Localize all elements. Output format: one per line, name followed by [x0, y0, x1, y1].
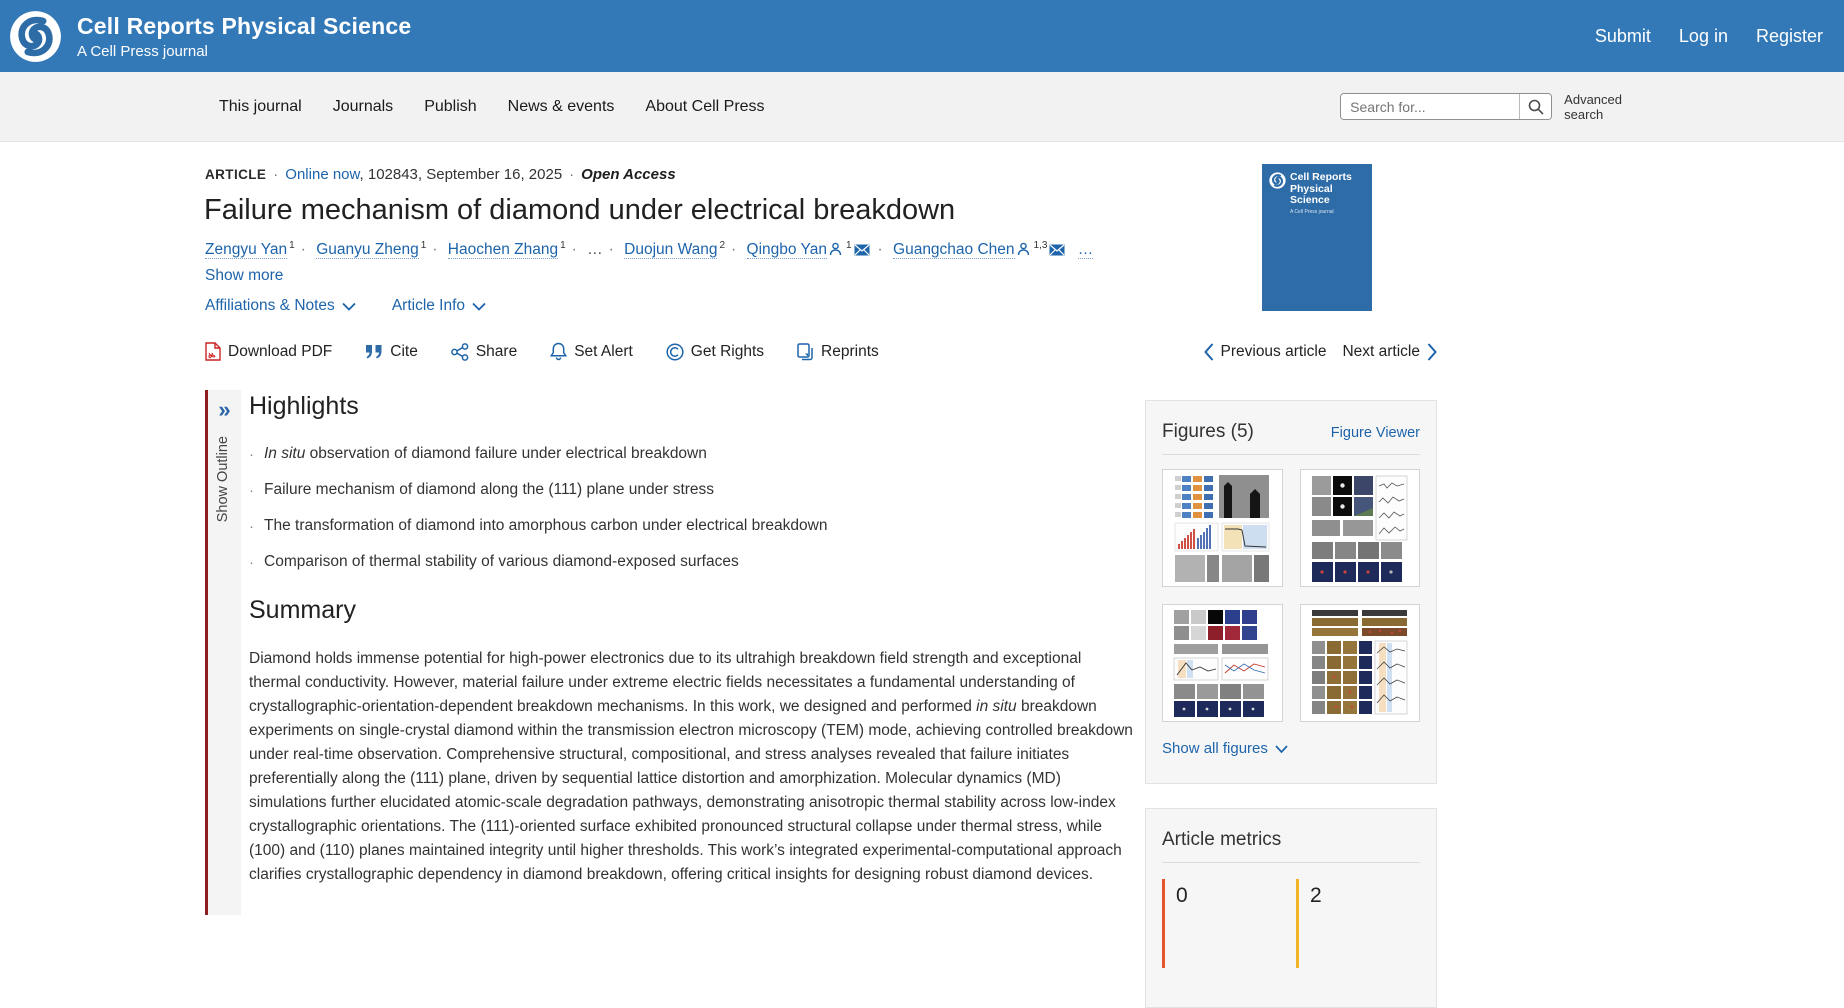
download-pdf-label[interactable]: Download PDF [228, 342, 333, 360]
separator-dot: · [300, 241, 306, 259]
metric-citations [1162, 879, 1270, 968]
separator-dot: · [877, 241, 883, 259]
author-link[interactable]: Qingbo Yan [746, 241, 827, 259]
expand-outline-icon[interactable]: » [218, 397, 231, 422]
outline-strip [205, 390, 241, 915]
nav-item-this-journal[interactable]: This journal [219, 97, 302, 115]
author-affiliation-sup: 1 [560, 240, 566, 251]
nav-item-journals[interactable]: Journals [332, 97, 394, 115]
submit-link[interactable]: Submit [1594, 25, 1651, 46]
main-nav [0, 72, 1844, 142]
highlights-list [249, 445, 1139, 572]
figures-panel [1145, 400, 1437, 784]
figure-4-preview[interactable] [1310, 607, 1410, 719]
article-toolbar [205, 342, 1437, 361]
chevron-down-icon[interactable] [342, 302, 356, 311]
separator-dot: · [273, 166, 279, 183]
share-label[interactable]: Share [475, 342, 518, 360]
show-more-link[interactable]: Show more [205, 267, 284, 284]
person-icon [1017, 242, 1030, 256]
author-affiliation-sup: 1 [289, 240, 295, 251]
highlight-text: Failure mechanism of diamond along the (111) plane under stress [264, 481, 715, 498]
author-affiliation-sup: 2 [719, 240, 726, 251]
chevron-down-icon[interactable] [1275, 745, 1288, 753]
expand-authors-ellipsis[interactable]: … [1077, 241, 1094, 259]
summary-paragraph [249, 647, 1133, 887]
get-rights-button[interactable] [666, 343, 764, 361]
author-affiliation-sup: 1 [420, 240, 427, 251]
author-affiliation-sup: 1 [845, 240, 852, 251]
bullet-dot: · [249, 446, 254, 463]
quote-icon[interactable] [365, 344, 383, 359]
author [893, 241, 1067, 258]
brand-subtitle: A Cell Press journal [77, 42, 208, 60]
highlight-item [249, 481, 1139, 500]
online-now-link[interactable]: Online now [285, 166, 360, 183]
author-link[interactable]: Guangchao Chen [893, 241, 1015, 259]
separator-dot: · [569, 166, 575, 183]
brand-title: Cell Reports Physical Science [77, 12, 412, 39]
figure-thumbnail-3[interactable] [1162, 604, 1283, 722]
figure-3-preview[interactable] [1172, 607, 1272, 719]
highlight-emphasis: In situ [264, 445, 306, 462]
metrics-row [1146, 863, 1436, 968]
article-meta [205, 166, 676, 183]
bullet-dot: · [249, 554, 254, 571]
author-affiliation-sup: 1,3 [1033, 240, 1048, 251]
show-all-figures-label[interactable]: Show all figures [1162, 740, 1268, 757]
nav-items [219, 98, 765, 116]
figure-thumbnails [1146, 455, 1436, 730]
meta-date-text: , 102843, September 16, 2025 [359, 166, 563, 183]
show-outline-label[interactable]: Show Outline [215, 436, 231, 523]
email-icon[interactable] [1049, 244, 1065, 256]
highlight-item [249, 553, 1139, 572]
share-button[interactable] [451, 343, 517, 361]
register-link[interactable]: Register [1755, 25, 1823, 46]
search-icon[interactable] [1528, 99, 1544, 115]
article-info-label[interactable]: Article Info [391, 297, 466, 314]
summary-emphasis: in situ [976, 698, 1017, 715]
show-all-figures-link[interactable] [1146, 730, 1436, 775]
cell-press-logo-icon [9, 10, 62, 63]
chevron-down-icon[interactable] [472, 302, 486, 311]
author-link[interactable]: Duojun Wang [624, 241, 718, 259]
author [624, 241, 725, 258]
reprints-icon[interactable] [797, 343, 814, 361]
search-input[interactable] [1341, 94, 1519, 119]
figure-thumbnail-1[interactable] [1162, 469, 1283, 587]
chevron-left-icon[interactable] [1204, 343, 1214, 361]
summary-text: Diamond holds immense potential for high-power electronics due to its ultrahigh breakdown field strength and exceptional thermal conductivity. However, material failure under extreme electric fields necessitates a fundamental understanding of crystallographic-orientation-dependent breakdown mechanisms. In this work, we designed and performed [249, 650, 1082, 715]
search-button[interactable] [1519, 94, 1551, 119]
nav-item-about-cell-press[interactable]: About Cell Press [645, 97, 765, 115]
cover-subtitle: A Cell Press journal [1290, 208, 1334, 215]
nav-item-publish[interactable]: Publish [424, 97, 477, 115]
article-pagination [1204, 343, 1438, 361]
figure-thumbnail-4[interactable] [1300, 604, 1421, 722]
previous-article-link[interactable] [1204, 343, 1327, 361]
author-link[interactable]: Zengyu Yan [205, 241, 288, 259]
cite-button[interactable] [365, 343, 418, 361]
metric-value: 2 [1310, 884, 1322, 907]
search-box [1340, 93, 1552, 120]
article-metrics-panel [1145, 808, 1437, 1008]
highlight-text: observation of diamond failure under electrical breakdown [305, 445, 707, 462]
article-type-label: ARTICLE [205, 167, 267, 182]
highlight-text: The transformation of diamond into amorphous carbon under electrical breakdown [264, 517, 828, 534]
author-list [205, 240, 1093, 259]
article-info-toggle[interactable] [392, 297, 486, 315]
copyright-icon[interactable] [666, 343, 684, 361]
brand-block [77, 13, 411, 60]
separator-dot: · [432, 241, 438, 259]
advanced-search-line2[interactable]: search [1564, 106, 1604, 122]
author [448, 241, 566, 258]
affiliations-notes-label[interactable]: Affiliations & Notes [205, 297, 335, 314]
cover-title-line2: Physical Science [1290, 182, 1333, 206]
highlight-item [249, 517, 1139, 536]
cover-title-line1: Cell Reports [1290, 171, 1352, 183]
reprints-label[interactable]: Reprints [821, 342, 879, 360]
search-area [1340, 92, 1622, 122]
open-access-badge: Open Access [581, 166, 676, 183]
show-more-row [205, 267, 283, 285]
advanced-search-link[interactable] [1564, 92, 1622, 122]
highlight-text: Comparison of thermal stability of various diamond-exposed surfaces [264, 553, 739, 570]
separator-dot: · [571, 241, 577, 259]
reprints-button[interactable] [797, 343, 879, 361]
figure-1-preview[interactable] [1172, 472, 1272, 584]
cite-label[interactable]: Cite [390, 342, 418, 360]
download-pdf-button[interactable] [205, 342, 332, 361]
chevron-right-icon[interactable] [1427, 343, 1437, 361]
metric-value: 0 [1176, 884, 1188, 907]
author [205, 241, 295, 258]
bullet-dot: · [249, 482, 254, 499]
advanced-search-line1[interactable]: Advanced [1564, 91, 1622, 107]
author [747, 241, 872, 258]
pdf-icon[interactable] [205, 342, 221, 361]
cell-press-logo-icon [1269, 172, 1286, 189]
summary-section [249, 596, 1133, 887]
figure-thumbnail-2[interactable] [1300, 469, 1421, 587]
summary-heading: Summary [249, 596, 356, 624]
figures-heading: Figures (5) [1162, 421, 1254, 442]
author-link[interactable]: Guanyu Zheng [316, 241, 419, 259]
article-title: Failure mechanism of diamond under electrical breakdown [204, 194, 956, 226]
set-alert-label[interactable]: Set Alert [574, 342, 633, 360]
next-article-label[interactable]: Next article [1342, 342, 1420, 360]
article-metrics-heading: Article metrics [1162, 829, 1282, 850]
metric-altmetric [1296, 879, 1404, 968]
get-rights-label[interactable]: Get Rights [690, 342, 765, 360]
email-icon[interactable] [854, 244, 870, 256]
highlight-item [249, 445, 1139, 464]
journal-cover-image[interactable] [1262, 164, 1372, 311]
author-link[interactable]: Haochen Zhang [447, 241, 559, 259]
bullet-dot: · [249, 518, 254, 535]
author [316, 241, 426, 258]
figure-viewer-link[interactable]: Figure Viewer [1330, 425, 1420, 441]
header-links [1595, 26, 1823, 47]
set-alert-button[interactable] [550, 342, 633, 361]
separator-dot: · [731, 241, 737, 259]
summary-text: breakdown experiments on single-crystal diamond within the transmission electron microscopy (TEM) mode, achieving controlled breakdown under real-time observation. Comprehensive structural, compositional, and stress analyses revealed that failure initiates preferentially along the (111) plane, driven by sequential lattice distortion and amorphization. Molecular dynamics (MD) simulations further elucidated atomic-scale degradation pathways, demonstrating anisotropic thermal stability across low-index crystallographic orientations. The (111)-oriented surface exhibited pronounced structural collapse under thermal stress, while (100) and (110) planes maintained integrity until higher thresholds. This work’s integrated experimental-computational approach clarifies crystallographic dependency in diamond breakdown, offering critical insights for designing robust diamond devices. [249, 698, 1133, 883]
figure-2-preview[interactable] [1310, 472, 1410, 584]
previous-article-label[interactable]: Previous article [1220, 342, 1327, 360]
highlights-section [249, 392, 1139, 589]
authors-ellipsis: … [587, 241, 603, 259]
bell-icon[interactable] [550, 342, 567, 361]
highlights-heading: Highlights [249, 392, 359, 420]
nav-item-news-events[interactable]: News & events [507, 97, 615, 115]
affiliations-notes-toggle[interactable] [205, 297, 356, 315]
log-in-link[interactable]: Log in [1678, 25, 1728, 46]
share-icon[interactable] [451, 343, 469, 361]
site-header [0, 0, 1844, 72]
separator-dot: · [608, 241, 614, 259]
person-icon [829, 242, 842, 256]
next-article-link[interactable] [1342, 343, 1437, 361]
article-toggles [205, 297, 486, 315]
